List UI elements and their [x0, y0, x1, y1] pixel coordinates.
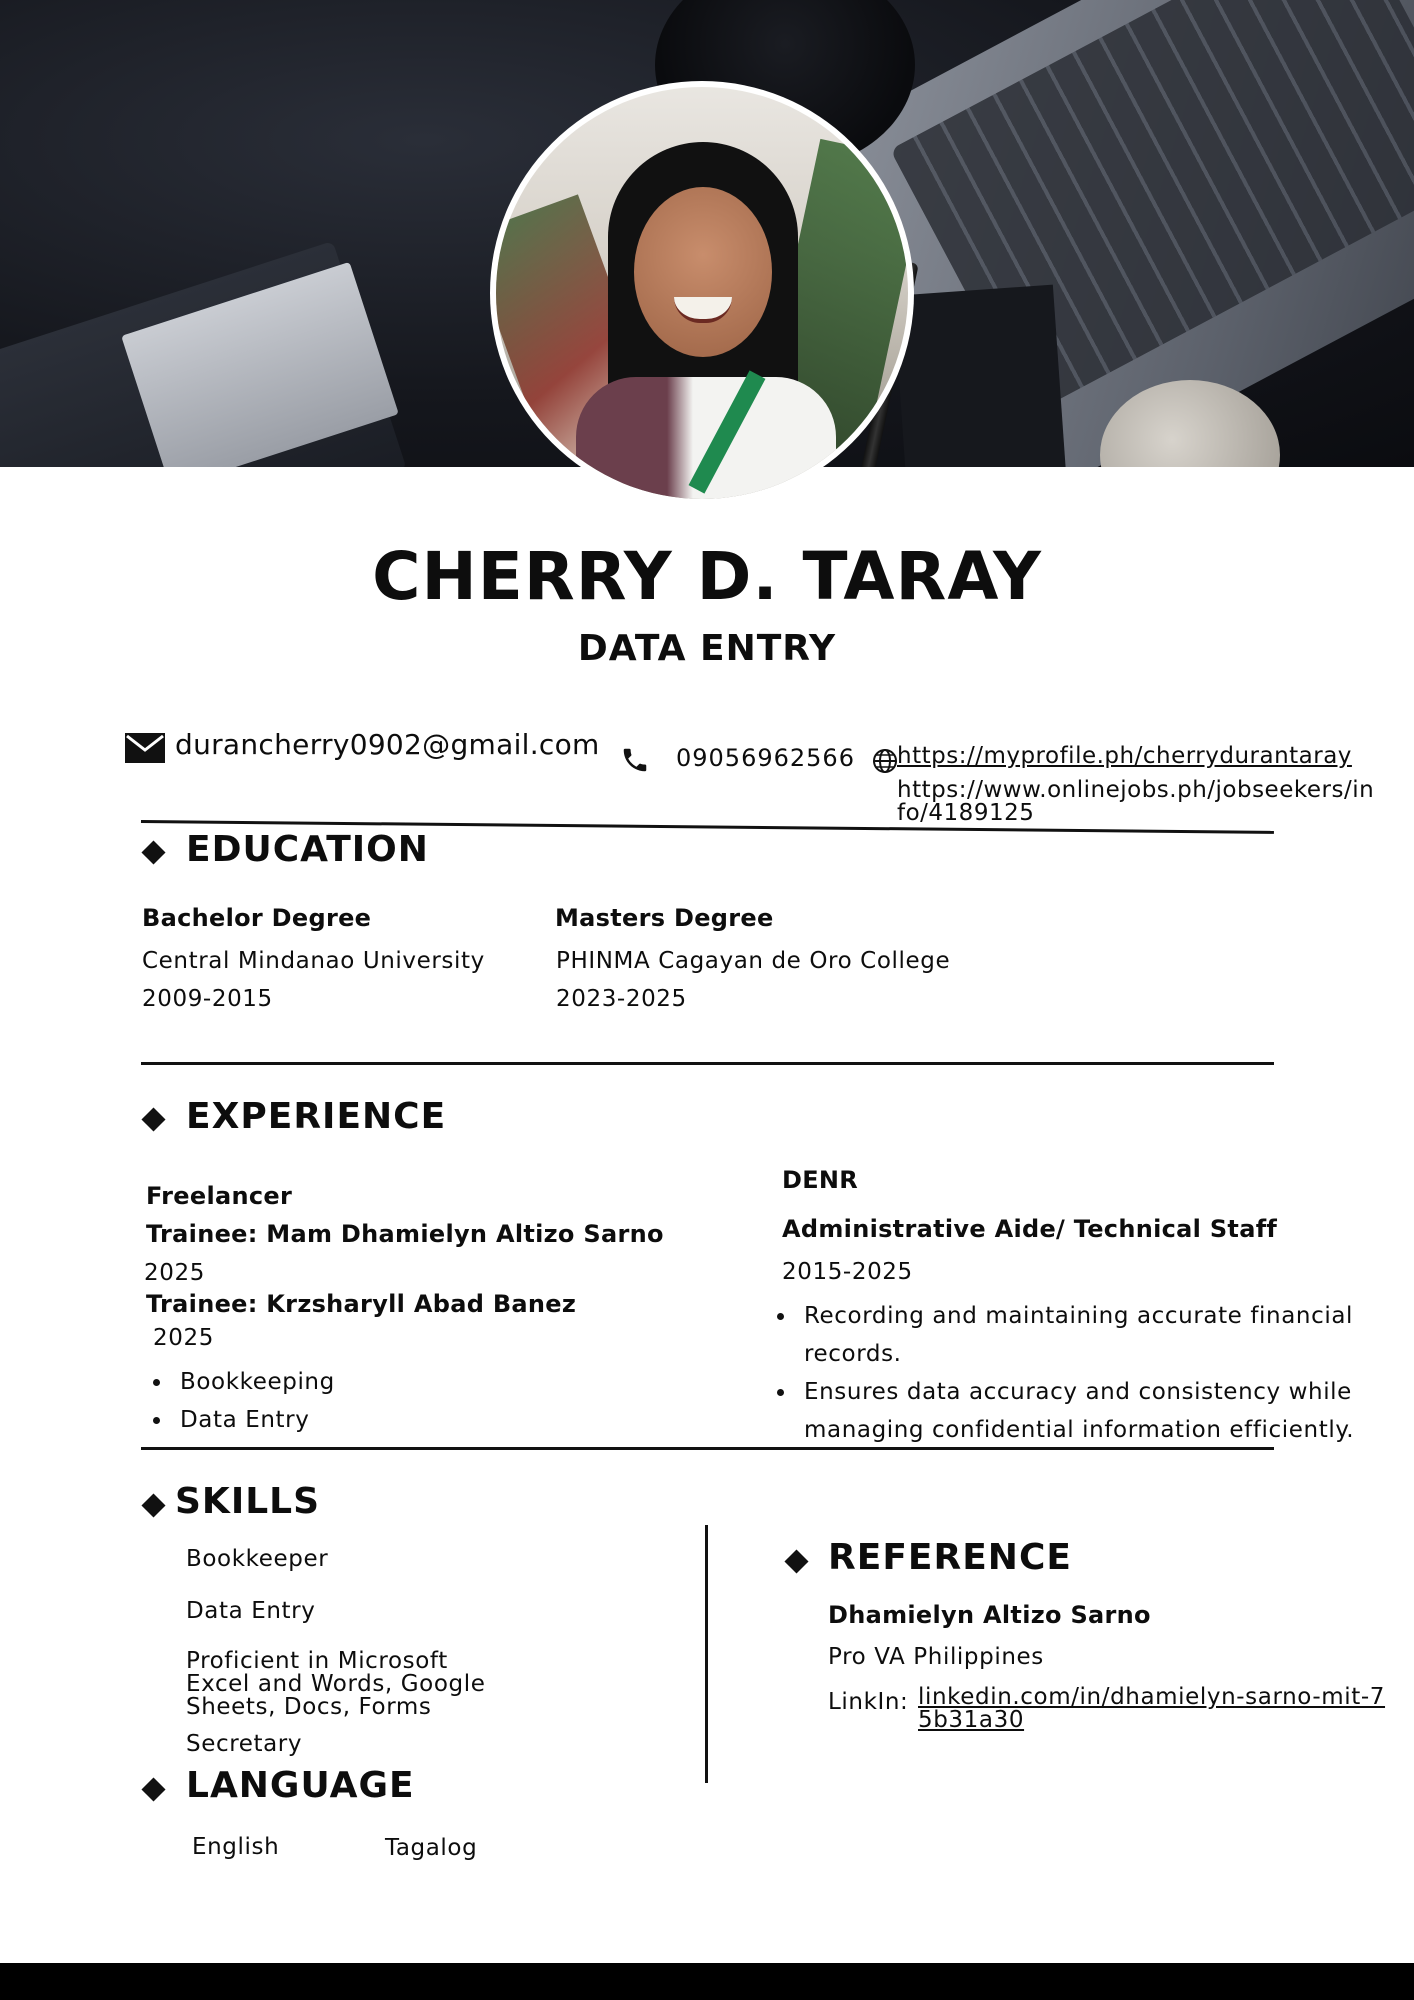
skill-item: Data Entry — [186, 1598, 316, 1624]
diamond-bullet-icon — [784, 1549, 808, 1573]
list-item: Bookkeeping — [146, 1363, 646, 1401]
reference-linkedin-link[interactable]: linkedin.com/in/dhamielyn-sarno-mit-75b31a30 — [918, 1684, 1386, 1733]
bachelor-degree: Bachelor Degree — [142, 904, 372, 932]
language-item: English — [192, 1834, 280, 1860]
list-item: Ensures data accuracy and consistency while managing confidential information efficiently. — [770, 1373, 1360, 1449]
skill-item: Proficient in Microsoft Excel and Words, Google Sheets, Docs, Forms — [186, 1648, 486, 1720]
trainee-2-year: 2025 — [153, 1325, 214, 1351]
experience-role: Freelancer — [146, 1182, 293, 1210]
diamond-bullet-icon — [141, 840, 165, 864]
person-name: CHERRY D. TARAY — [372, 538, 1042, 615]
divider — [141, 1447, 1274, 1450]
reference-link-label: LinkIn: — [828, 1689, 909, 1715]
bachelor-school: Central Mindanao University — [142, 948, 485, 974]
divider — [141, 1062, 1274, 1065]
masters-degree: Masters Degree — [555, 904, 774, 932]
dark-notebook-image — [893, 285, 1067, 467]
onlinejobs-link[interactable]: https://www.onlinejobs.ph/jobseekers/info/4189125 — [897, 777, 1375, 826]
phone-icon — [620, 745, 650, 775]
column-divider — [705, 1525, 708, 1783]
profile-link[interactable]: https://myprofile.ph/cherrydurantaray — [897, 743, 1352, 769]
skill-item: Secretary — [186, 1731, 303, 1757]
reference-company: Pro VA Philippines — [828, 1644, 1044, 1670]
list-item: Data Entry — [146, 1401, 646, 1439]
job-title: DATA ENTRY — [577, 628, 837, 669]
globe-icon — [872, 748, 898, 774]
trainee-2: Trainee: Krzsharyll Abad Banez — [146, 1290, 577, 1318]
experience-heading: EXPERIENCE — [186, 1096, 447, 1137]
diamond-bullet-icon — [141, 1107, 165, 1131]
language-item: Tagalog — [385, 1835, 478, 1861]
profile-photo — [496, 87, 908, 499]
diamond-bullet-icon — [141, 1777, 165, 1801]
skills-heading: SKILLS — [175, 1481, 321, 1522]
list-item: Recording and maintaining accurate financial records. — [770, 1297, 1360, 1373]
phone-text[interactable]: 09056962566 — [676, 744, 855, 772]
skill-item: Bookkeeper — [186, 1546, 329, 1572]
freelancer-tasks — [146, 1363, 646, 1439]
footer-bar — [0, 1963, 1414, 2000]
email-text[interactable]: durancherry0902@gmail.com — [175, 728, 600, 761]
experience-years: 2015-2025 — [782, 1259, 913, 1285]
trainee-1-year: 2025 — [144, 1260, 205, 1286]
masters-years: 2023-2025 — [556, 986, 687, 1012]
trainee-1: Trainee: Mam Dhamielyn Altizo Sarno — [146, 1220, 664, 1248]
diamond-bullet-icon — [141, 1493, 165, 1517]
masters-school: PHINMA Cagayan de Oro College — [556, 948, 951, 974]
mail-icon — [125, 733, 165, 763]
reference-heading: REFERENCE — [828, 1537, 1072, 1578]
denr-tasks — [770, 1297, 1360, 1449]
bachelor-years: 2009-2015 — [142, 986, 273, 1012]
language-heading: LANGUAGE — [186, 1765, 415, 1806]
experience-org: DENR — [782, 1166, 859, 1194]
reference-name: Dhamielyn Altizo Sarno — [828, 1601, 1151, 1629]
education-heading: EDUCATION — [186, 829, 429, 870]
experience-position: Administrative Aide/ Technical Staff — [782, 1215, 1278, 1243]
avatar — [490, 81, 914, 505]
